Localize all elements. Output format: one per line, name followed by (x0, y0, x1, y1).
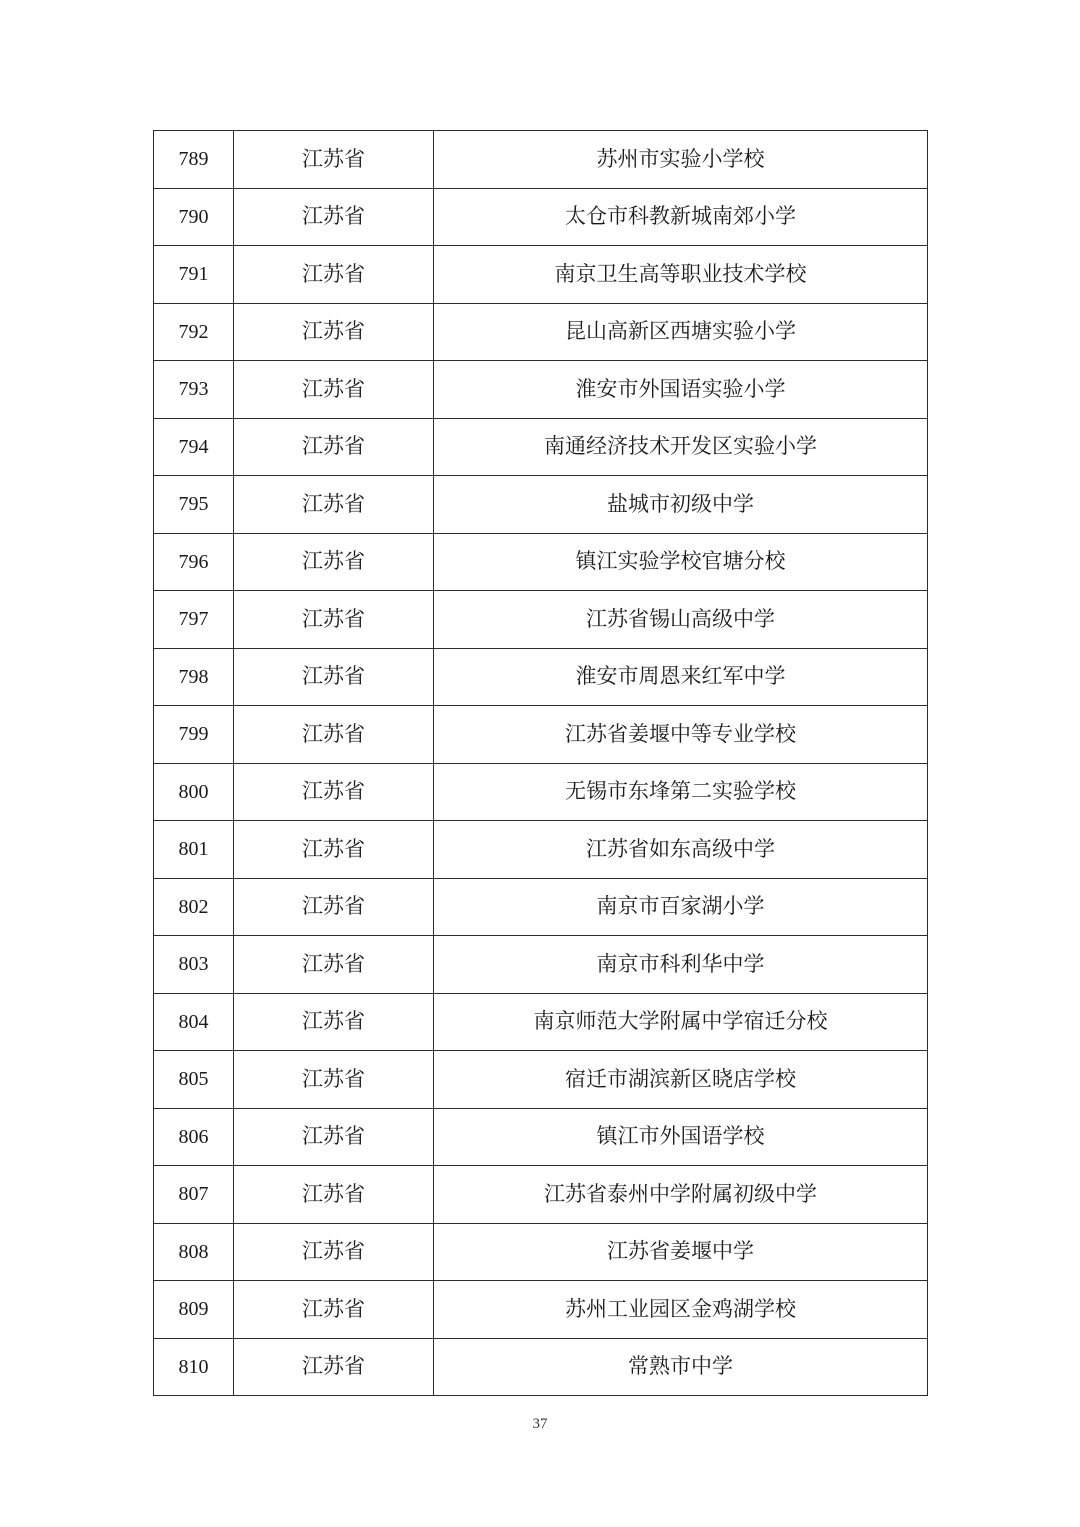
table-row (154, 361, 928, 419)
school-name-cell: 江苏省锡山高级中学 (434, 591, 928, 649)
province-cell: 江苏省 (234, 361, 434, 419)
table-row (154, 246, 928, 304)
table-row (154, 648, 928, 706)
row-number-cell: 795 (154, 476, 234, 534)
province-cell: 江苏省 (234, 303, 434, 361)
row-number-cell: 805 (154, 1051, 234, 1109)
province-cell: 江苏省 (234, 993, 434, 1051)
province-cell: 江苏省 (234, 763, 434, 821)
province-cell: 江苏省 (234, 936, 434, 994)
province-cell: 江苏省 (234, 476, 434, 534)
table-row (154, 1108, 928, 1166)
school-name-cell: 镇江实验学校官塘分校 (434, 533, 928, 591)
row-number-cell: 799 (154, 706, 234, 764)
table-row (154, 1338, 928, 1396)
row-number-cell: 792 (154, 303, 234, 361)
page-number: 37 (532, 1416, 548, 1432)
province-cell: 江苏省 (234, 1108, 434, 1166)
table-row (154, 706, 928, 764)
table-row (154, 476, 928, 534)
table-row (154, 1281, 928, 1339)
table-row (154, 418, 928, 476)
row-number-cell: 793 (154, 361, 234, 419)
row-number-cell: 798 (154, 648, 234, 706)
row-number-cell: 809 (154, 1281, 234, 1339)
row-number-cell: 808 (154, 1223, 234, 1281)
row-number-cell: 796 (154, 533, 234, 591)
school-name-cell: 昆山高新区西塘实验小学 (434, 303, 928, 361)
school-name-cell: 无锡市东埄第二实验学校 (434, 763, 928, 821)
province-cell: 江苏省 (234, 821, 434, 879)
row-number-cell: 791 (154, 246, 234, 304)
school-name-cell: 南京市科利华中学 (434, 936, 928, 994)
table-row (154, 188, 928, 246)
school-name-cell: 苏州市实验小学校 (434, 131, 928, 189)
school-name-cell: 盐城市初级中学 (434, 476, 928, 534)
row-number-cell: 789 (154, 131, 234, 189)
province-cell: 江苏省 (234, 591, 434, 649)
province-cell: 江苏省 (234, 1281, 434, 1339)
row-number-cell: 801 (154, 821, 234, 879)
province-cell: 江苏省 (234, 246, 434, 304)
school-name-cell: 宿迁市湖滨新区晓店学校 (434, 1051, 928, 1109)
province-cell: 江苏省 (234, 706, 434, 764)
school-name-cell: 镇江市外国语学校 (434, 1108, 928, 1166)
table-row (154, 993, 928, 1051)
school-name-cell: 常熟市中学 (434, 1338, 928, 1396)
province-cell: 江苏省 (234, 648, 434, 706)
row-number-cell: 794 (154, 418, 234, 476)
row-number-cell: 806 (154, 1108, 234, 1166)
school-name-cell: 南京师范大学附属中学宿迁分校 (434, 993, 928, 1051)
province-cell: 江苏省 (234, 1051, 434, 1109)
province-cell: 江苏省 (234, 878, 434, 936)
province-cell: 江苏省 (234, 1338, 434, 1396)
school-name-cell: 江苏省姜堰中学 (434, 1223, 928, 1281)
schools-table-body (154, 131, 928, 1396)
table-row (154, 131, 928, 189)
province-cell: 江苏省 (234, 1166, 434, 1224)
row-number-cell: 797 (154, 591, 234, 649)
school-name-cell: 南通经济技术开发区实验小学 (434, 418, 928, 476)
table-row (154, 936, 928, 994)
school-name-cell: 南京市百家湖小学 (434, 878, 928, 936)
province-cell: 江苏省 (234, 131, 434, 189)
table-row (154, 1223, 928, 1281)
schools-table (153, 130, 928, 1396)
school-name-cell: 江苏省泰州中学附属初级中学 (434, 1166, 928, 1224)
province-cell: 江苏省 (234, 1223, 434, 1281)
table-row (154, 533, 928, 591)
school-name-cell: 淮安市外国语实验小学 (434, 361, 928, 419)
school-name-cell: 苏州工业园区金鸡湖学校 (434, 1281, 928, 1339)
table-row (154, 1051, 928, 1109)
row-number-cell: 803 (154, 936, 234, 994)
school-name-cell: 南京卫生高等职业技术学校 (434, 246, 928, 304)
province-cell: 江苏省 (234, 418, 434, 476)
province-cell: 江苏省 (234, 188, 434, 246)
province-cell: 江苏省 (234, 533, 434, 591)
row-number-cell: 802 (154, 878, 234, 936)
row-number-cell: 810 (154, 1338, 234, 1396)
row-number-cell: 804 (154, 993, 234, 1051)
row-number-cell: 807 (154, 1166, 234, 1224)
table-row (154, 303, 928, 361)
row-number-cell: 790 (154, 188, 234, 246)
table-row (154, 878, 928, 936)
table-row (154, 591, 928, 649)
school-name-cell: 淮安市周恩来红军中学 (434, 648, 928, 706)
school-name-cell: 江苏省姜堰中等专业学校 (434, 706, 928, 764)
school-name-cell: 太仓市科教新城南郊小学 (434, 188, 928, 246)
table-row (154, 821, 928, 879)
school-name-cell: 江苏省如东高级中学 (434, 821, 928, 879)
row-number-cell: 800 (154, 763, 234, 821)
table-row (154, 763, 928, 821)
table-row (154, 1166, 928, 1224)
